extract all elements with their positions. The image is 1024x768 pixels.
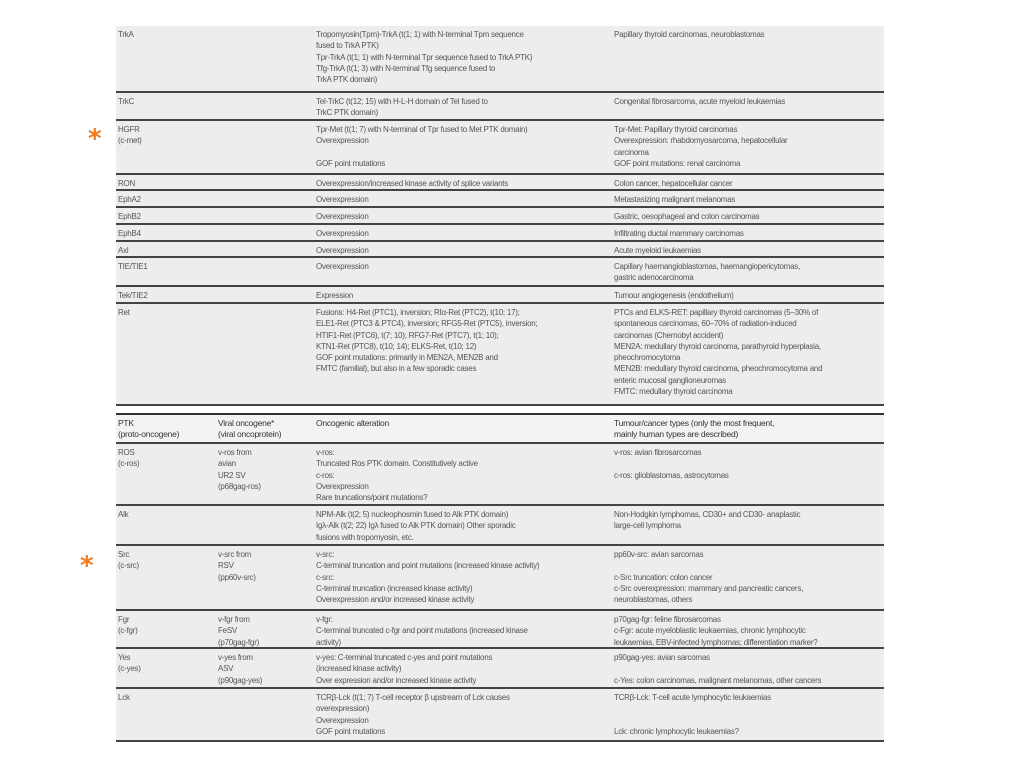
tumour-types-cell: Metastasizing malignant melanomas: [614, 195, 736, 204]
highlight-asterisk-hgfr: *: [88, 124, 102, 154]
table-row: [116, 258, 884, 287]
table-row: [116, 175, 884, 191]
ptk-cell: TIE/TIE1: [118, 262, 148, 271]
ptk-cell: Lck: [118, 693, 130, 702]
tumour-types-cell: Congenital fibrosarcoma, acute myeloid leukaemias: [614, 97, 785, 106]
tumour-types-cell: p70gag-fgr: feline fibrosarcomas c-Fgr: acute myeloblastic leukaemias, chronic lymphocytic leukaemias, EBV-infected lymphomas; differentiation marker?: [614, 615, 818, 647]
oncogenic-alteration-cell: Tel-TrkC (t(12; 15) with H-L-H domain of Tel fused to TrkC PTK domain): [316, 97, 488, 118]
ptk-cell: Fgr (c-fgr): [118, 615, 138, 636]
viral-oncogene-cell: v-fgr from FeSV (p70gag-fgr): [218, 615, 260, 647]
oncogenic-alteration-cell: Fusions: H4-Ret (PTC1), inversion; RIα-Ret (PTC2), t(10; 17); ELE1-Ret (PTC3 & PTC4), inversion; RFG5-Ret (PTC5), inversion; HTIF1-Ret (PTC6), t(7; 10); RFG7-Ret (PTC7), t(1; 10); KTN1-Ret (PTC8), t(10; 14); ELKS-Ret, t(10; 12) GOF point mutations: primarily in MEN2A, MEN2B and FMTC (familial), but also in a few sporadic cases: [316, 308, 538, 374]
tumour-types-cell: Non-Hodgkin lymphomas, CD30+ and CD30- anaplastic large-cell lymphoma: [614, 510, 801, 531]
oncogenic-alteration-cell: Overexpression/increased kinase activity of splice variants: [316, 179, 509, 188]
header-viral-oncogene-cell: Viral oncogene* (viral oncoprotein): [218, 418, 282, 440]
ptk-cell: EphB4: [118, 229, 141, 238]
viral-oncogene-cell: v-src from RSV (pp60v-src): [218, 550, 256, 582]
table-row: [116, 191, 884, 208]
oncogenic-alteration-cell: v-ros: Truncated Ros PTK domain. Constitutively active c-ros: Overexpression Rare truncations/point mutations?: [316, 448, 478, 503]
tumour-types-cell: Gastric, oesophageal and colon carcinomas: [614, 212, 760, 221]
tumour-types-cell: v-ros: avian fibrosarcomas c-ros: glioblastomas, astrocytomas: [614, 448, 729, 480]
table-row: [116, 546, 884, 611]
header-ptk-cell: PTK (proto-oncogene): [118, 418, 180, 440]
table-row: [116, 611, 884, 649]
viral-oncogene-cell: v-ros from avian UR2 SV (p68gag-ros): [218, 448, 261, 491]
ptk-cell: EphA2: [118, 195, 141, 204]
ptk-cell: TrkA: [118, 30, 134, 39]
ptk-cell: Yes (c-yes): [118, 653, 141, 674]
oncogenic-alteration-cell: Overexpression: [316, 246, 369, 255]
ptk-cell: Alk: [118, 510, 129, 519]
tumour-types-cell: Acute myeloid leukaemias: [614, 246, 701, 255]
table-row: [116, 242, 884, 258]
tumour-types-cell: Papillary thyroid carcinomas, neuroblastomas: [614, 30, 765, 39]
table-row: [116, 93, 884, 121]
oncogenic-alteration-cell: Expression: [316, 291, 354, 300]
oncogenic-alteration-cell: v-fgr: C-terminal truncated c-fgr and point mutations (increased kinase activity): [316, 615, 528, 647]
tumour-types-cell: Tumour angiogenesis (endothelium): [614, 291, 734, 300]
table-row: [116, 26, 884, 93]
ptk-cell: Axl: [118, 246, 129, 255]
highlight-asterisk-src: *: [80, 551, 94, 581]
ptk-cell: RON: [118, 179, 136, 188]
tumour-types-cell: PTCs and ELKS-RET: papillary thyroid carcinomas (5–30% of spontaneous carcinomas, 60–70% of radiation-induced carcinomas (Chernobyl accident) MEN2A: medullary thyroid carcinoma, parathyroid hyperplasia, pheochromocytoma MEN2B: medullary thyroid carcinoma, pheochromocytoma and enteric mucosal ganglioneuromas FMTC: medullary thyroid carcinoma: [614, 308, 823, 397]
oncogenic-alteration-cell: TCRβ-Lck (t(1; 7) T-cell receptor β upstream of Lck causes overexpression) Overexpression GOF point mutations: [316, 693, 510, 736]
ptk-oncogene-table: [116, 26, 884, 744]
ptk-cell: EphB2: [118, 212, 141, 221]
table-row: [116, 121, 884, 175]
viral-oncogene-cell: v-yes from ASV (p90gag-yes): [218, 653, 263, 685]
tumour-types-cell: Capillary haemangioblastomas, haemangiopericytomas, gastric adenocarcinoma: [614, 262, 801, 283]
oncogenic-alteration-cell: Overexpression: [316, 262, 369, 271]
tumour-types-cell: p90gag-yes: avian sarcomas c-Yes: colon carcinomas, malignant melanomas, other cancers: [614, 653, 822, 685]
oncogenic-alteration-cell: v-yes: C-terminal truncated c-yes and point mutations (increased kinase activity) Over expression and/or increased kinase activity: [316, 653, 493, 685]
table-row: [116, 444, 884, 506]
ptk-cell: Src (c-src): [118, 550, 139, 571]
oncogenic-alteration-cell: NPM-Alk (t(2; 5) nucleophosmin fused to Alk PTK domain) Igλ-Alk (t(2; 22) Igλ fused to Alk PTK domain) Other sporadic fusions with tropomyosin, etc.: [316, 510, 516, 542]
table-row: [116, 225, 884, 242]
tumour-types-cell: Tpr-Met: Papillary thyroid carcinomas Overexpression: rhabdomyosarcoma, hepatocellular carcinoma GOF point mutations: renal carcinoma: [614, 125, 788, 168]
tumour-types-cell: pp60v-src: avian sarcomas c-Src truncation: colon cancer c-Src overexpression: mammary and pancreatic cancers, neuroblastomas, others: [614, 550, 804, 605]
oncogenic-alteration-cell: Tropomyosin(Tpm)-TrkA (t(1; 1) with N-terminal Tpm sequence fused to TrkA PTK) Tpr-TrkA (t(1; 1) with N-terminal Tpr sequence fused to TrkA PTK) Tfg-TrkA (t(1; 3) with N-terminal Tfg sequence fused to TrkA PTK domain): [316, 30, 533, 85]
table-row: [116, 689, 884, 742]
table-header-row: [116, 413, 884, 444]
tumour-types-cell: Colon cancer, hepatocellular cancer: [614, 179, 733, 188]
tumour-types-cell: Infiltrating ductal mammary carcinomas: [614, 229, 744, 238]
ptk-cell: Tek/TIE2: [118, 291, 148, 300]
oncogenic-alteration-cell: Overexpression: [316, 229, 369, 238]
table-row: [116, 649, 884, 689]
table-row: [116, 208, 884, 225]
oncogenic-alteration-cell: Overexpression: [316, 195, 369, 204]
ptk-cell: TrkC: [118, 97, 135, 106]
ptk-cell: ROS (c-ros): [118, 448, 140, 469]
table-row: [116, 287, 884, 304]
table-row: [116, 304, 884, 406]
oncogenic-alteration-cell: v-src: C-terminal truncation and point mutations (increased kinase activity) c-src: C-terminal truncation (increased kinase activity) Overexpression and/or increased kinase activity: [316, 550, 540, 605]
table-row: [116, 506, 884, 546]
oncogenic-alteration-cell: Overexpression: [316, 212, 369, 221]
tumour-types-cell: TCRβ-Lck: T-cell acute lymphocytic leukaemias Lck: chronic lymphocytic leukaemias?: [614, 693, 771, 736]
oncogenic-alteration-cell: Tpr-Met (t(1; 7) with N-terminal of Tpr fused to Met PTK domain) Overexpression GOF point mutations: [316, 125, 528, 168]
ptk-cell: Ret: [118, 308, 130, 317]
ptk-cell: HGFR (c-met): [118, 125, 142, 146]
header-tumour-types-cell: Tumour/cancer types (only the most frequent, mainly human types are described): [614, 418, 775, 440]
header-oncogenic-alteration-cell: Oncogenic alteration: [316, 418, 389, 428]
